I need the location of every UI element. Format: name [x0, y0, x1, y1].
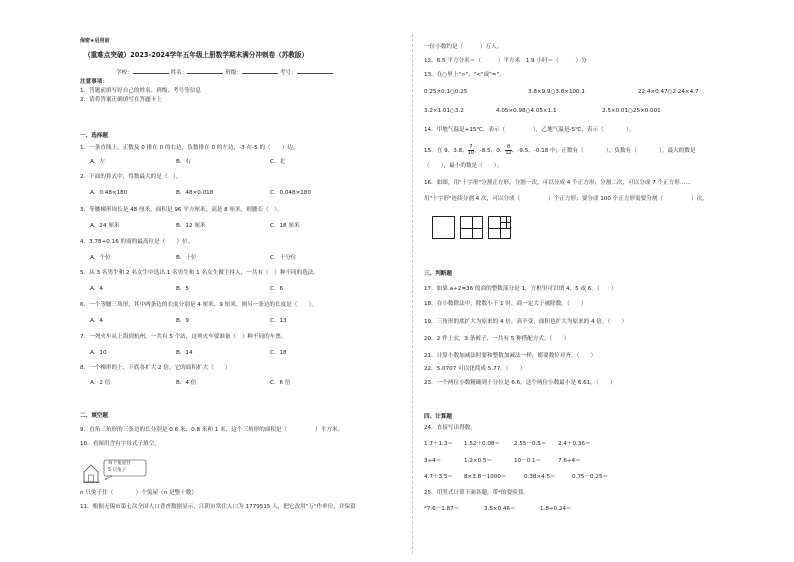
option-c[interactable]: C．6 倍 [270, 380, 291, 386]
question-19: 19．三角形的底扩大为原来的 4 倍，高不变，面积也扩大为原来的 4 倍。（ ） [424, 319, 628, 325]
option-a[interactable]: A．4 [90, 318, 103, 324]
speech-text-line1: 每个兔屋住 [108, 461, 131, 466]
fraction-denominator: 10 [467, 150, 475, 156]
q15-text-pre: 15．在 9、3.8、 [424, 148, 468, 154]
option-a[interactable]: A．2 倍 [90, 380, 111, 386]
fraction-numerator: 8 [506, 144, 511, 150]
option-c[interactable]: C．0.048×180 [270, 190, 311, 196]
question-5: 5．从 3 名男生和 2 名女生中选出 1 名男生和 1 名女生做主持人，一共有（ ）种不同的选法。 [80, 270, 319, 276]
school-field[interactable] [133, 67, 169, 74]
calc-item: 3÷4＝ [424, 458, 442, 464]
option-b[interactable]: B．5 [176, 286, 189, 292]
rabbit-house-illustration [82, 458, 152, 484]
question-11: 11．根据无锡市第七次全国人口普查数据显示，江阴市常住人口为 1779515 人，把它改用"万"作单位，并保留 [80, 504, 356, 510]
school-label: 学校： [116, 70, 133, 76]
option-b[interactable]: B．9 [176, 318, 189, 324]
cross-line-horizontal [489, 228, 511, 229]
cross-division-figures [432, 216, 512, 242]
house-door [89, 475, 94, 482]
section-title: 一、选择题 [80, 133, 108, 139]
fraction-numerator: 7 [469, 144, 473, 150]
option-a[interactable]: A．24 厘米 [90, 223, 120, 229]
question-4: 4．3.78÷0.16 的商的最高位是（ ）位。 [80, 239, 194, 245]
question-15-continued: （ ），最小的数是（ ）。 [424, 163, 503, 169]
column-divider [412, 34, 413, 554]
name-field[interactable] [187, 67, 223, 74]
calc-item: 0.75－0.25＝ [572, 474, 609, 480]
calc-item: 2.4＋0.36＝ [558, 441, 591, 447]
speech-text-line2: 5 只兔子 [108, 468, 127, 473]
question-2: 2．下面的算式中，得数最大的是（ ）。 [80, 174, 182, 180]
calc-item: 1.7＋1.3＝ [424, 441, 453, 447]
calc-item: 7.6÷4＝ [558, 458, 581, 464]
calc-item: 1.2×0.5＝ [464, 458, 493, 464]
calc-item: 0.38×4.5＝ [524, 474, 556, 480]
examno-label: 考号： [279, 70, 297, 76]
option-b[interactable]: B．14 [176, 350, 193, 356]
compare-item: 3.2×1.01○3.2 [424, 108, 464, 114]
option-b[interactable]: B．右 [176, 159, 192, 165]
name-label: 姓名： [170, 70, 188, 76]
square-divided-once [460, 216, 483, 239]
section-title: 四、计算题 [424, 414, 452, 420]
question-23: 23．一个两位小数精确到十分位是 6.6，这个两位小数最小是 6.61。（ ） [424, 380, 616, 386]
examno-field[interactable] [297, 67, 333, 74]
compare-item: 4.05×0.98○4.05×1.1 [496, 108, 557, 114]
option-c[interactable]: C．13 [270, 318, 287, 324]
calc-item: 8×3.8－1000＝ [464, 474, 507, 480]
question-10: 10．看图用含有字母式子填空。 [80, 441, 160, 447]
option-b[interactable]: B．48×0.018 [176, 190, 214, 196]
calc-item: 1.8÷0.24＝ [540, 506, 572, 512]
q15-text-mid: 、-8.5、0、 [474, 148, 506, 154]
question-18: 18．在小数除法中，除数小于 1 时，商一定大于被除数。（ ） [424, 301, 587, 307]
question-6: 6．一个等腰三角形，其中两条边的长度分别是 4 厘米、9 厘米，则另一条边的长度是（ ）。 [80, 302, 317, 308]
option-a[interactable]: A．0.48×180 [90, 190, 128, 196]
speech-tail [105, 476, 112, 480]
option-b[interactable]: B．12 厘米 [176, 223, 206, 229]
question-24: 24．直接写出得数。 [424, 425, 476, 431]
question-11-continued: 一位小数约是（ ）万人。 [424, 44, 503, 50]
note-item: 2．请将答案正确填写在答题卡上 [80, 97, 162, 103]
calc-item: *7.6－1.87＝ [424, 506, 460, 512]
class-label: 班级： [225, 70, 242, 76]
fraction-denominator: 12 [505, 150, 512, 156]
question-20: 20．2 件上衣，3 条裤子，一共有 5 种搭配方式。（ ） [424, 336, 570, 342]
square-divided-twice [488, 216, 511, 239]
question-15 [424, 145, 696, 157]
compare-item: 0.25×0.1○0.25 [424, 89, 468, 95]
option-b[interactable]: B．十位 [176, 255, 197, 261]
cross-line-horizontal [461, 228, 483, 229]
question-16-continued: 用"十字形"连续分割 4 次，可以分成（ ）个正方形；要分成 100 个正方形需要分割（ ）次。 [424, 196, 708, 202]
exam-title: （重难点突破）2023-2024学年五年级上册数学期末满分冲刺卷（苏教版） [84, 51, 309, 59]
calc-item: 1.52＋0.08＝ [464, 441, 501, 447]
option-c[interactable]: C．18 厘米 [270, 223, 300, 229]
option-a[interactable]: A．个位 [90, 255, 111, 261]
q15-text-post: 、-9.5、-0.18 中，正数有（ ），负数有（ ），最大的数是 [511, 148, 696, 154]
question-16: 16．如图，用"十字形"分割正方形，分割一次，可以分成 4 个正方形；分割二次，可以分成 7 个正方形…… [424, 180, 692, 186]
question-3: 3．等腰梯形周长是 48 厘米，面积是 96 平方厘米，高是 8 厘米，则腰长（ ）。 [80, 207, 283, 213]
compare-item: 3.8×9.9○3.8×100.1 [528, 89, 585, 95]
option-c[interactable]: C．十分位 [270, 255, 297, 261]
option-c[interactable]: C．6 [270, 286, 284, 292]
question-1: 1．一条直线上，正数及 0 排在 0 的右边，负数排在 0 的左边，-3 在-5 的（ ）边。 [80, 145, 299, 151]
option-b[interactable]: B．4 倍 [176, 380, 197, 386]
secret-mark: 保密★启用前 [80, 38, 110, 44]
option-c[interactable]: C．18 [270, 350, 287, 356]
cross-line-horizontal-small [500, 222, 512, 223]
question-17: 17．如果 a÷2=36 的商的整数部分是 1，方框里可以填 4、5 或 6。（ ） [424, 286, 617, 292]
section-title: 三、判断题 [424, 271, 452, 277]
option-a[interactable]: A．4 [90, 286, 103, 292]
compare-item: 2.5×0.01○25×0.001 [602, 108, 661, 114]
class-field[interactable] [242, 67, 278, 74]
question-7: 7．一列火车从上海到杭州，一共有 5 个站，这列火车要准备（ ）种不同的车票。 [80, 334, 287, 340]
house-outline [84, 465, 98, 482]
calc-item: 2.55－0.5＝ [514, 441, 547, 447]
notes-title: 注意事项： [80, 79, 108, 85]
calc-item: 10－0.1＝ [514, 458, 542, 464]
calc-item: 3.5×0.46＝ [484, 506, 516, 512]
question-10-answer: n 只兔子住（ ）个兔屋（n 是整十数） [80, 490, 197, 496]
section-title: 二、填空题 [80, 413, 108, 419]
question-25: 25．用竖式计算下面各题，带*的要验算。 [424, 490, 530, 496]
compare-item: 22.4×0.47○2.24×4.7 [638, 89, 699, 95]
option-a[interactable]: A．10 [90, 350, 107, 356]
question-9: 9．直角三角形的三条边的长分别是 0.6 米、0.8 米和 1 米，这个三角形的面积是（ ）平方米。 [80, 427, 344, 433]
square-undivided [432, 216, 455, 239]
question-12: 12．6.5 平方分米＝（ ）平方米 1.9 小时＝（ ）分 [424, 58, 587, 64]
question-22: 22．5.0707 可以化简成 5.77。（ ） [424, 366, 526, 372]
option-c[interactable]: C．北 [270, 159, 286, 165]
option-a[interactable]: A．左 [90, 159, 106, 165]
question-8: 8．一个梯形的上、下底各扩大 2 倍，它的面积扩大（ ） [80, 365, 231, 371]
calc-item: 4.7＋3.5＝ [424, 474, 453, 480]
note-item: 1．答题前填写好自己的姓名、班级、考号等信息 [80, 88, 202, 94]
question-13: 13．在○里上">"、"<"或"="。 [424, 72, 505, 78]
question-21: 21．计算小数加减法时要和整数加减法一样，都要数位对齐。（ ） [424, 353, 597, 359]
info-line [116, 67, 333, 77]
question-14: 14．甲地气温是+15℃，表示（ ），乙地气温是-5℃，表示（ ）。 [424, 127, 635, 133]
